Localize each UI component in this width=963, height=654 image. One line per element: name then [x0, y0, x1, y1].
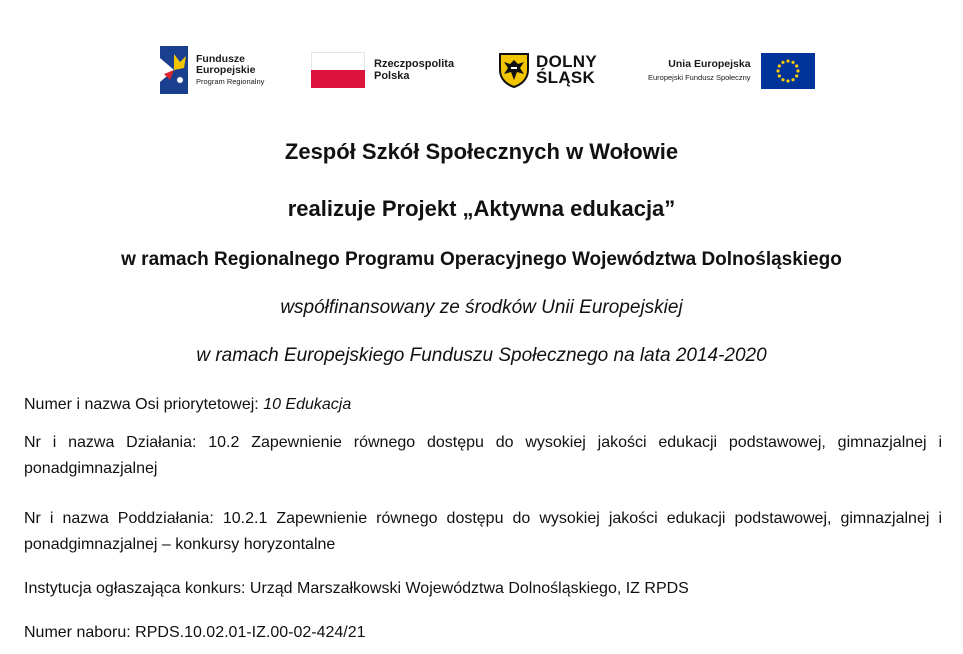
school-name-heading: Zespół Szkół Społecznych w Wołowie	[284, 139, 679, 164]
subaction-paragraph: Nr i nazwa Poddziałania: 10.2.1 Zapewnienie równego dostępu do wysokiej jakości edukacji podstawowej, gimnazjalnej i ponadgimnazjalnej – konkursy horyzontalne	[24, 510, 942, 553]
ds-line1: DOLNY	[536, 52, 597, 71]
fund-line: w ramach Europejskiego Funduszu Społecznego na lata 2014-2020	[196, 345, 767, 366]
call-number-line: Numer naboru: RPDS.10.02.01-IZ.00-02-424/21	[24, 624, 366, 641]
program-heading: w ramach Regionalnego Programu Operacyjnego Województwa Dolnośląskiego	[121, 249, 842, 270]
fundusze-europejskie-emblem-icon	[160, 46, 188, 94]
fe-line2: Europejskie	[196, 63, 256, 76]
unia-europejska-logo	[648, 53, 815, 89]
polish-flag-icon	[311, 52, 365, 88]
project-heading: realizuje Projekt „Aktywna edukacja”	[287, 196, 676, 221]
fe-line1: Fundusze	[196, 52, 245, 65]
institution-line: Instytucja ogłaszająca konkurs: Urząd Marszałkowski Województwa Dolnośląskiego, IZ RPDS	[24, 580, 689, 597]
cofinanced-line: współfinansowany ze środków Unii Europejskiej	[280, 297, 683, 318]
eagle-crest-icon	[498, 52, 530, 88]
priority-axis-value: 10 Edukacja	[263, 396, 352, 413]
eu-flag-icon	[761, 53, 815, 89]
dolny-slask-logo	[498, 52, 597, 88]
ue-line1: Unia Europejska	[668, 58, 751, 70]
priority-axis-label: Numer i nazwa Osi priorytetowej:	[24, 396, 264, 413]
ue-line2: Europejski Fundusz Społeczny	[648, 73, 751, 82]
action-paragraph: Nr i nazwa Działania: 10.2 Zapewnienie równego dostępu do wysokiej jakości edukacji podstawowej, gimnazjalnej i ponadgimnazjalnej	[24, 434, 942, 477]
fe-line3: Program Regionalny	[196, 76, 265, 86]
logo-bar	[0, 44, 963, 100]
priority-axis-line	[24, 392, 942, 418]
rzeczpospolita-polska-logo	[311, 52, 454, 88]
fundusze-europejskie-logo	[160, 46, 264, 94]
rp-line1: Rzeczpospolita	[374, 58, 455, 70]
ds-line2: ŚLĄSK	[536, 68, 596, 87]
rp-line2: Polska	[374, 70, 410, 82]
